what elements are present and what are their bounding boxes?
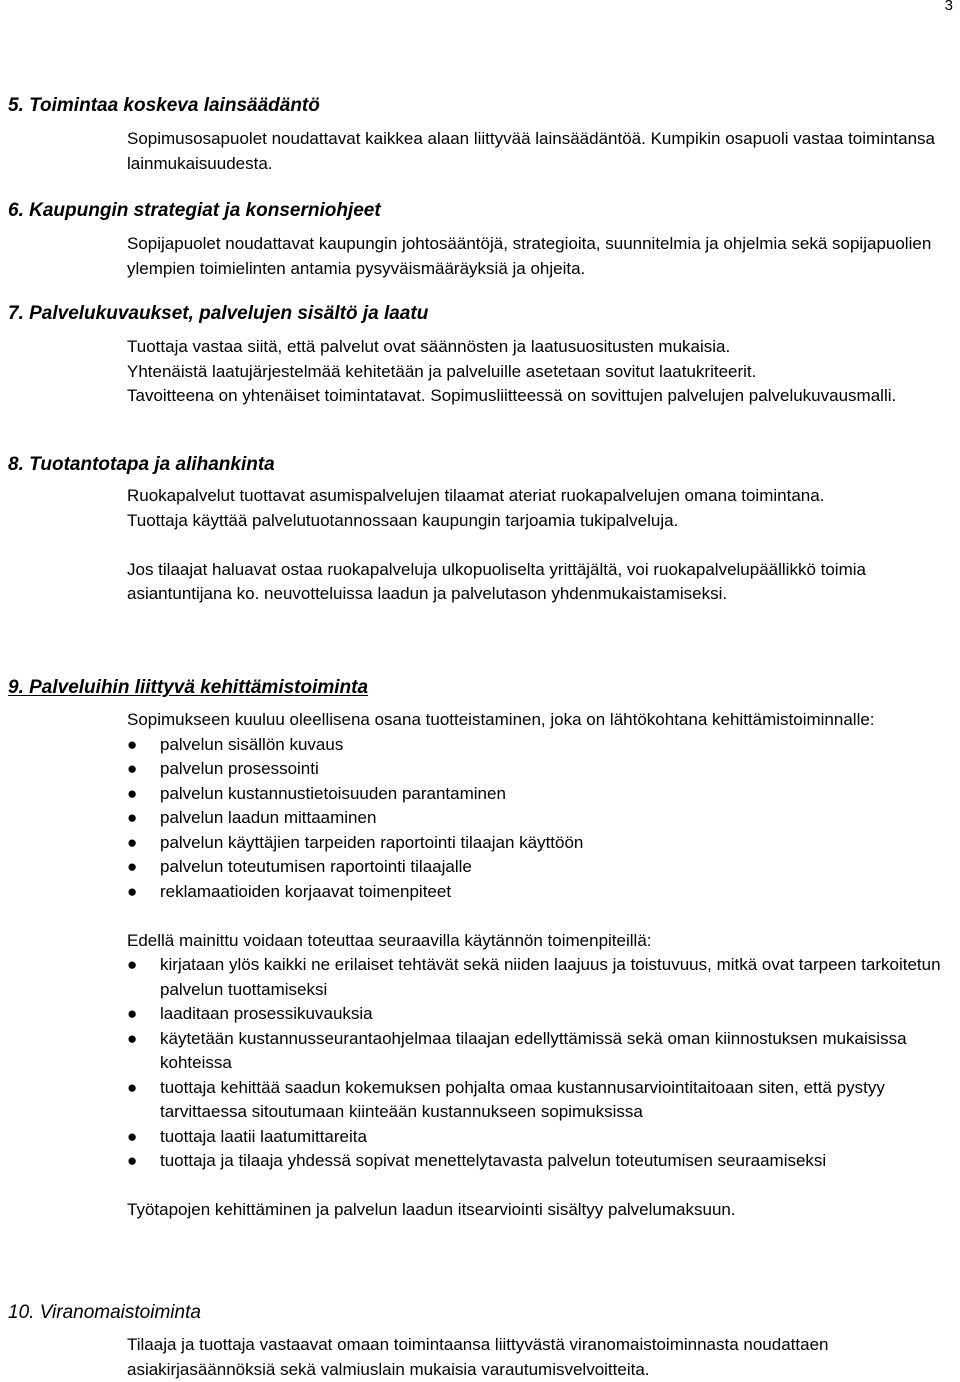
section-6-text [127,232,947,281]
development-list [127,733,957,905]
spacer [127,904,957,929]
section-7-heading: 7. Palvelukuvaukset, palvelujen sisältö ja laatu [8,303,429,324]
section-8-p2: Tuottaja käyttää palvelutuotannossaan kaupungin tarjoamia tukipalveluja. [127,510,679,530]
section-5-heading: 5. Toimintaa koskeva lainsäädäntö [8,95,320,116]
list-item: ● kirjataan ylös kaikki ne erilaiset tehtävät sekä niiden laajuus ja toistuvuus, mitkä ovat tarpeen tarkoitetun palvelun tuottamiseksi [127,955,941,999]
spacer [127,533,897,558]
section-5-text [127,127,947,176]
bullet-icon: ● [127,1077,138,1097]
section-10-text [127,1333,917,1382]
section-8-p3: Jos tilaajat haluavat ostaa ruokapalveluja ulkopuoliselta yrittäjältä, voi ruokapalvelupäällikkö toimia asiantuntijana ko. neuvotteluissa laadun ja palvelutason yhdenmukaistamiseksi. [127,559,866,603]
section-7-text [127,335,907,409]
bullet-icon: ● [127,808,138,827]
section-9-intro: Sopimukseen kuuluu oleellisena osana tuotteistaminen, joka on lähtökohtana kehittämistoiminnalle: [127,710,875,729]
list-item: ● palvelun käyttäjien tarpeiden raportointi tilaajan käyttöön [127,831,957,856]
section-8-text [127,484,897,607]
bullet-icon: ● [127,1004,138,1023]
measures-list [127,953,957,1174]
section-10-heading: 10. Viranomaistoiminta [8,1302,201,1323]
list-item: ● käytetään kustannusseurantaohjelmaa tilaajan edellyttämissä sekä oman kiinnostuksen mukaisissa kohteissa [127,1028,907,1072]
section-9-text [127,708,957,1223]
list-item: ● tuottaja kehittää saadun kokemuksen pohjalta omaa kustannusarviointitaitoaan siten, että pystyy tarvittaessa sitoutumaan kiinteään kustannukseen sopimuksissa [127,1077,885,1121]
list-item: ● palvelun sisällön kuvaus [127,733,957,758]
list-item: ● tuottaja laatii laatumittareita [127,1125,957,1150]
section-7-p1: Tuottaja vastaa siitä, että palvelut ovat säännösten ja laatusuositusten mukaisia. [127,337,731,356]
spacer [127,1174,957,1199]
bullet-icon: ● [127,1126,138,1146]
list-item: ● palvelun laadun mittaaminen [127,806,957,831]
list-item: ● palvelun prosessointi [127,757,957,782]
bullet-icon: ● [127,1151,138,1170]
list-item: ● laaditaan prosessikuvauksia [127,1002,957,1027]
section-9-closing: Työtapojen kehittäminen ja palvelun laadun itsearviointi sisältyy palvelumaksuun. [127,1200,736,1219]
section-6-paragraph: Sopijapuolet noudattavat kaupungin johtosääntöjä, strategioita, suunnitelmia ja ohjelmia sekä sopijapuolien ylempien toimielinten antamia pysyväismääräyksiä ja ohjeita. [127,234,932,278]
bullet-icon: ● [127,881,138,901]
bullet-icon: ● [127,759,138,778]
page-number: 3 [944,0,953,14]
section-8-p1: Ruokapalvelut tuottavat asumispalvelujen tilaamat ateriat ruokapalvelujen omana toimintana. [127,486,825,505]
list-item: ● tuottaja ja tilaaja yhdessä sopivat menettelytavasta palvelun toteutumisen seuraamiseksi [127,1149,957,1174]
section-7-p2: Yhtenäistä laatujärjestelmää kehitetään ja palveluille asetetaan sovitut laatukriteerit. [127,361,757,381]
bullet-icon: ● [127,1028,138,1048]
list-item: ● palvelun kustannustietoisuuden parantaminen [127,782,957,807]
bullet-icon: ● [127,734,138,754]
bullet-icon: ● [127,955,138,974]
bullet-icon: ● [127,857,138,876]
bullet-icon: ● [127,783,138,803]
section-5-paragraph: Sopimusosapuolet noudattavat kaikkea alaan liittyvää lainsäädäntöä. Kumpikin osapuoli vastaa toimintansa lainmukaisuudesta. [127,129,936,173]
section-9-intro2: Edellä mainittu voidaan toteuttaa seuraavilla käytännön toimenpiteillä: [127,930,652,950]
section-8-heading: 8. Tuotantotapa ja alihankinta [8,454,275,475]
section-9-heading: 9. Palveluihin liittyvä kehittämistoiminta [8,677,369,698]
list-item: ● reklamaatioiden korjaavat toimenpiteet [127,880,957,905]
section-6-heading: 6. Kaupungin strategiat ja konserniohjeet [8,200,381,221]
section-7-p3: Tavoitteena on yhtenäiset toimintatavat. Sopimusliitteessä on sovittujen palvelujen palvelukuvausmalli. [127,386,897,405]
list-item: ● palvelun toteutumisen raportointi tilaajalle [127,855,957,880]
bullet-icon: ● [127,832,138,852]
section-10-paragraph: Tilaaja ja tuottaja vastaavat omaan toimintaansa liittyvästä viranomaistoiminnasta noudattaen asiakirjasäännöksiä sekä valmiuslain mukaisia varautumisvelvoitteita. [127,1335,829,1379]
